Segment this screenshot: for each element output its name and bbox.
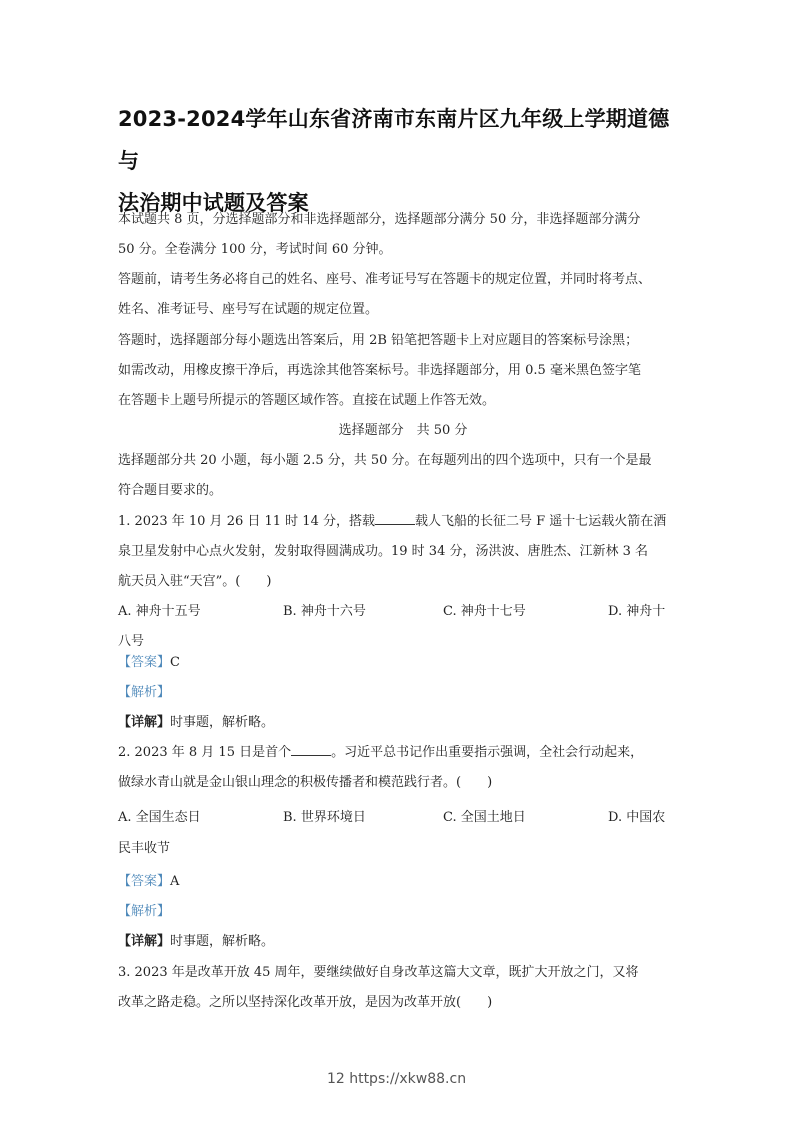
option-d-wrap: 民丰收节 xyxy=(118,841,171,856)
analysis-label: 【解析】 xyxy=(118,904,171,919)
instruction-line: 答题时，选择题部分每小题选出答案后，用 2B 铅笔把答题卡上对应题目的答案标号涂黑； xyxy=(118,333,639,348)
detail-text: 时事题，解析略。 xyxy=(170,934,275,949)
detail-line xyxy=(118,713,688,733)
answer-line xyxy=(118,653,688,673)
option-d: D. 中国农 xyxy=(608,810,666,825)
question-2-stem: 做绿水青山就是金山银山理念的积极传播者和模范践行者。( ) xyxy=(118,775,493,790)
question-2-stem: 2. 2023 年 8 月 15 日是首个 。习近平总书记作出重要指示强调，全社会行动起来， xyxy=(118,745,644,760)
title-line-2: 法治期中试题及答案 xyxy=(118,191,309,215)
detail-label: 【详解】 xyxy=(118,934,171,949)
question-1-stem: 泉卫星发射中心点火发射，发射取得圆满成功。19 时 34 分，汤洪波、唐胜杰、江新林 3 名 xyxy=(118,544,649,559)
document-title xyxy=(118,98,688,224)
fill-blank xyxy=(375,512,415,525)
question-3-stem: 3. 2023 年是改革开放 45 周年，要继续做好自身改革这篇大文章，既扩大开放之门，又将 xyxy=(118,965,639,980)
section-description: 选择题部分共 20 小题，每小题 2.5 分，共 50 分。在每题列出的四个选项中，只有一个是最 xyxy=(118,453,652,468)
option-a: A. 全国生态日 xyxy=(118,810,201,825)
section-heading: 选择题部分 共 50 分 xyxy=(338,423,468,438)
fill-blank xyxy=(291,743,331,756)
instruction-line: 答题前，请考生务必将自己的姓名、座号、准考证号写在答题卡的规定位置，并同时将考点、 xyxy=(118,272,652,287)
answer-value: A xyxy=(170,874,180,889)
answer-value: C xyxy=(170,655,180,670)
option-b: B. 世界环境日 xyxy=(283,810,366,825)
instruction-line: 本试题共 8 页，分选择题部分和非选择题部分，选择题部分满分 50 分，非选择题部分满分 xyxy=(118,212,641,227)
question-1-options xyxy=(118,592,688,622)
detail-label: 【详解】 xyxy=(118,715,171,730)
option-d-wrap: 八号 xyxy=(118,634,145,649)
page-footer: 12 https://xkw88.cn xyxy=(326,1071,467,1087)
instruction-line: 50 分。全卷满分 100 分，考试时间 60 分钟。 xyxy=(118,242,392,257)
question-1-stem: 1. 2023 年 10 月 26 日 11 时 14 分，搭载 载人飞船的长征二号 F 遥十七运载火箭在酒 xyxy=(118,514,667,529)
detail-text: 时事题，解析略。 xyxy=(170,715,275,730)
instruction-line: 如需改动，用橡皮擦干净后，再选涂其他答案标号。非选择题部分，用 0.5 毫米黑色签字笔 xyxy=(118,363,641,378)
answer-label: 【答案】 xyxy=(118,655,171,670)
option-d: D. 神舟十 xyxy=(608,604,666,619)
option-b: B. 神舟十六号 xyxy=(283,604,366,619)
answer-label: 【答案】 xyxy=(118,874,171,889)
detail-line xyxy=(118,932,688,952)
analysis-label: 【解析】 xyxy=(118,685,171,700)
question-3-stem: 改革之路走稳。之所以坚持深化改革开放，是因为改革开放( ) xyxy=(118,995,493,1010)
question-1-stem: 航天员入驻“天宫”。( ) xyxy=(118,574,272,589)
answer-line xyxy=(118,872,688,892)
option-a: A. 神舟十五号 xyxy=(118,604,201,619)
option-c: C. 全国土地日 xyxy=(443,810,526,825)
option-c: C. 神舟十七号 xyxy=(443,604,526,619)
instruction-line: 姓名、准考证号、座号写在试题的规定位置。 xyxy=(118,302,379,317)
section-description: 符合题目要求的。 xyxy=(118,483,223,498)
instruction-line: 在答题卡上题号所提示的答题区域作答。直接在试题上作答无效。 xyxy=(118,393,496,408)
question-2-options xyxy=(118,798,688,828)
title-line-1: 2023-2024学年山东省济南市东南片区九年级上学期道德与 xyxy=(118,107,670,173)
